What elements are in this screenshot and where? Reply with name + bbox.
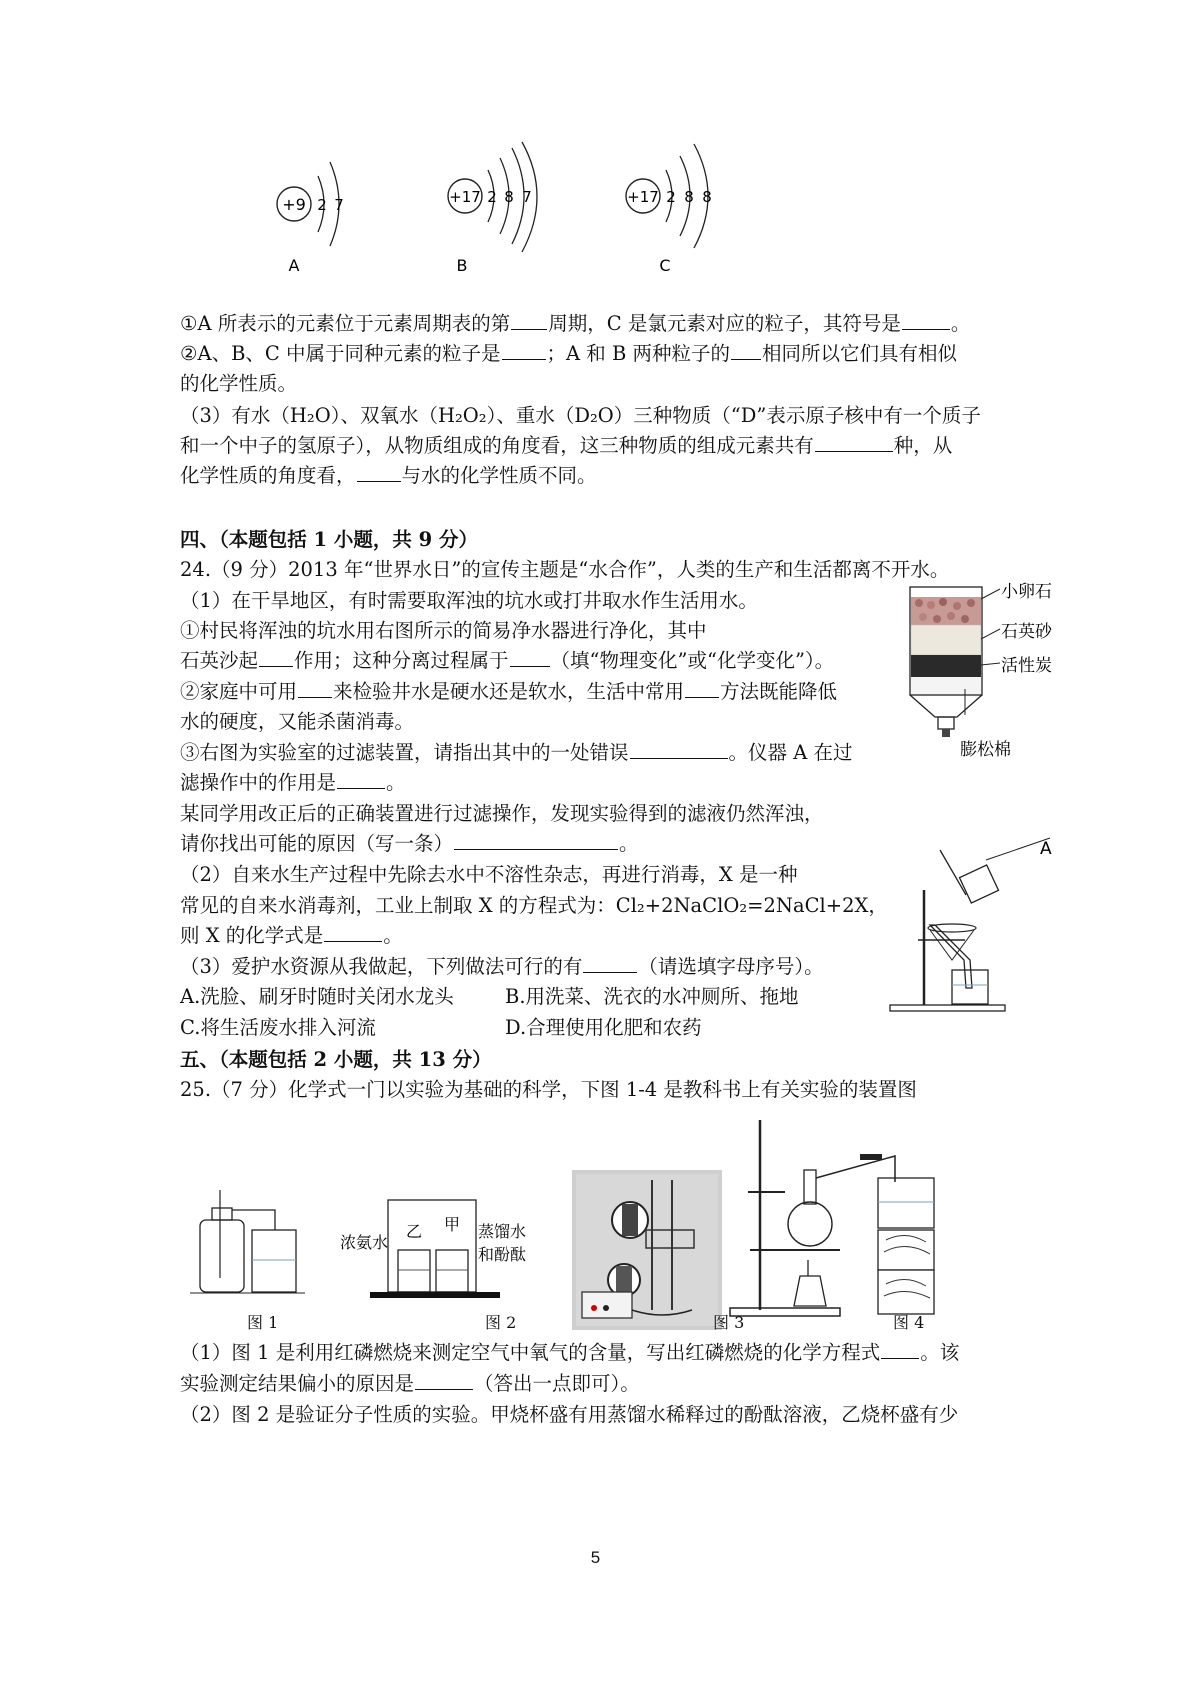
q24-part-2: （2）自来水生产过程中先除去水中不溶性杂志，再进行消毒，X 是一种: [180, 863, 798, 886]
answer-blank[interactable]: [415, 1371, 473, 1390]
figure-2-caption: 图 2: [485, 1313, 517, 1332]
atom-c-shell-1: 2: [666, 188, 676, 206]
water-purifier-figure: [905, 582, 1055, 760]
fig2-beaker-yi: 乙: [406, 1222, 423, 1241]
q24-line: 常见的自来水消毒剂，工业上制取 X 的方程式为：Cl₂+2NaClO₂=2NaCl+2X，: [180, 894, 888, 917]
answer-blank[interactable]: [881, 1340, 919, 1359]
answer-blank[interactable]: [324, 923, 382, 942]
atom-b-label: B: [456, 256, 468, 275]
atom-c-nucleus: +17: [627, 188, 659, 206]
atom-c-label: C: [659, 256, 671, 275]
q25-stem: 25.（7 分）化学式一门以实验为基础的科学，下图 1-4 是教科书上有关实验的装置图: [180, 1078, 917, 1101]
instrument-a-label: A: [1040, 839, 1052, 859]
answer-blank[interactable]: [731, 341, 761, 360]
figure-1-red-phosphorus: [190, 1190, 305, 1305]
cotton-layer: [911, 677, 981, 694]
figure-2-molecule-diffusion: [340, 1192, 527, 1302]
q24-line: 水的硬度，又能杀菌消毒。: [180, 710, 415, 733]
q23-line-5: 和一个中子的氢原子），从物质组成的角度看，这三种物质的组成元素共有 种，从: [180, 434, 953, 457]
figure-1-caption: 图 1: [247, 1313, 279, 1332]
quartz-sand-layer: [911, 625, 981, 655]
answer-blank[interactable]: [298, 679, 332, 698]
q24-line: 则 X 的化学式是 。: [180, 924, 403, 947]
q25-line: 实验测定结果偏小的原因是 （答出一点即可）。: [180, 1372, 640, 1395]
atom-b-shell-2: 8: [504, 188, 514, 206]
answer-blank[interactable]: [902, 311, 950, 330]
figure-3-electrolysis: [572, 1170, 722, 1330]
quartz-sand-label: 石英砂: [1001, 622, 1052, 642]
atom-a-label: A: [288, 256, 300, 275]
answer-blank[interactable]: [630, 740, 728, 759]
figure-3-caption: 图 3: [713, 1313, 745, 1332]
answer-blank[interactable]: [815, 433, 893, 452]
figure-4-distillation: [730, 1120, 940, 1320]
atom-structure-diagrams: [260, 148, 760, 298]
atom-a-shell-1: 2: [317, 196, 327, 214]
answer-blank[interactable]: [583, 954, 637, 973]
q23-line-4: （3）有水（H₂O）、双氧水（H₂O₂）、重水（D₂O）三种物质（“D”表示原子核中有一个质子: [180, 404, 981, 427]
page-number: 5: [590, 1548, 601, 1567]
atom-diagram-c: [626, 144, 712, 275]
section-5-heading: 五、（本题包括 2 小题，共 13 分）: [180, 1048, 492, 1071]
fig2-water-label: 蒸馏水: [478, 1222, 527, 1241]
section-4-heading: 四、（本题包括 1 小题，共 9 分）: [180, 528, 479, 551]
option-d[interactable]: D.合理使用化肥和农药: [505, 1016, 702, 1039]
q24-line: 请你找出可能的原因（写一条） 。: [180, 832, 639, 855]
q24-line: ②家庭中可用 来检验井水是硬水还是软水，生活中常用 方法既能降低: [180, 680, 838, 703]
option-b[interactable]: B.用洗菜、洗衣的水冲厕所、拖地: [505, 985, 799, 1008]
answer-blank[interactable]: [357, 463, 401, 482]
q24-part-1: （1）在干旱地区，有时需要取浑浊的坑水或打井取水作生活用水。: [180, 589, 758, 612]
q24-line: ③右图为实验室的过滤装置，请指出其中的一处错误 。仪器 A 在过: [180, 741, 853, 764]
q25-line: （1）图 1 是利用红磷燃烧来测定空气中氧气的含量，写出红磷燃烧的化学方程式 。该: [180, 1341, 960, 1364]
atom-diagram-b: [448, 142, 537, 275]
answer-blank[interactable]: [685, 679, 719, 698]
filtration-apparatus-figure: [890, 840, 1060, 1040]
atom-b-shell-3: 7: [522, 188, 532, 206]
atom-b-nucleus: +17: [449, 188, 481, 206]
atom-a-nucleus: +9: [282, 195, 306, 214]
cotton-label: 膨松棉: [960, 740, 1011, 760]
q23-line-2: ②A、B、C 中属于同种元素的粒子是 ；A 和 B 两种粒子的 相同所以它们具有相似: [180, 342, 958, 365]
q23-line-6: 化学性质的角度看， 与水的化学性质不同。: [180, 464, 597, 487]
q24-line: ①村民将浑浊的坑水用右图所示的简易净水器进行净化，其中: [180, 619, 707, 642]
atom-a-shell-2: 7: [334, 196, 344, 214]
fig2-ammonia-label: 浓氨水: [340, 1233, 389, 1252]
activated-carbon-label: 活性炭: [1001, 656, 1052, 676]
q25-line: （2）图 2 是验证分子性质的实验。甲烧杯盛有用蒸馏水稀释过的酚酞溶液，乙烧杯盛有少: [180, 1403, 959, 1426]
fig2-beaker-jia: 甲: [444, 1215, 461, 1234]
q24-line: 滤操作中的作用是 。: [180, 771, 406, 794]
activated-carbon-layer: [911, 655, 981, 677]
atom-c-shell-3: 8: [702, 188, 712, 206]
answer-blank[interactable]: [511, 311, 547, 330]
fig2-phenol-label: 和酚酞: [478, 1245, 527, 1264]
atom-diagram-a: [277, 162, 344, 275]
answer-blank[interactable]: [454, 831, 618, 850]
q23-line-3: 的化学性质。: [180, 372, 298, 395]
answer-blank[interactable]: [337, 770, 385, 789]
answer-blank[interactable]: [259, 648, 293, 667]
q23-line-1: ①A 所表示的元素位于元素周期表的第 周期，C 是氯元素对应的粒子，其符号是 。: [180, 312, 971, 335]
q24-line: 石英沙起 作用；这种分离过程属于 （填“物理变化”或“化学变化”）。: [180, 649, 835, 672]
atom-b-shell-1: 2: [487, 188, 497, 206]
pebble-label: 小卵石: [1001, 582, 1052, 602]
option-c[interactable]: C.将生活废水排入河流: [180, 1016, 376, 1039]
answer-blank[interactable]: [510, 648, 550, 667]
q24-line: 某同学用改正后的正确装置进行过滤操作，发现实验得到的滤液仍然浑浊，: [180, 802, 824, 825]
answer-blank[interactable]: [502, 341, 546, 360]
q24-stem: 24.（9 分）2013 年“世界水日”的宣传主题是“水合作”，人类的生产和生活都离不开水。: [180, 558, 950, 581]
pebble-layer: [911, 597, 981, 625]
figure-4-caption: 图 4: [893, 1313, 925, 1332]
atom-c-shell-2: 8: [684, 188, 694, 206]
option-a[interactable]: A.洗脸、刷牙时随时关闭水龙头: [180, 985, 454, 1008]
q24-part-3: （3）爱护水资源从我做起，下列做法可行的有 （请选填字母序号）。: [180, 955, 824, 978]
